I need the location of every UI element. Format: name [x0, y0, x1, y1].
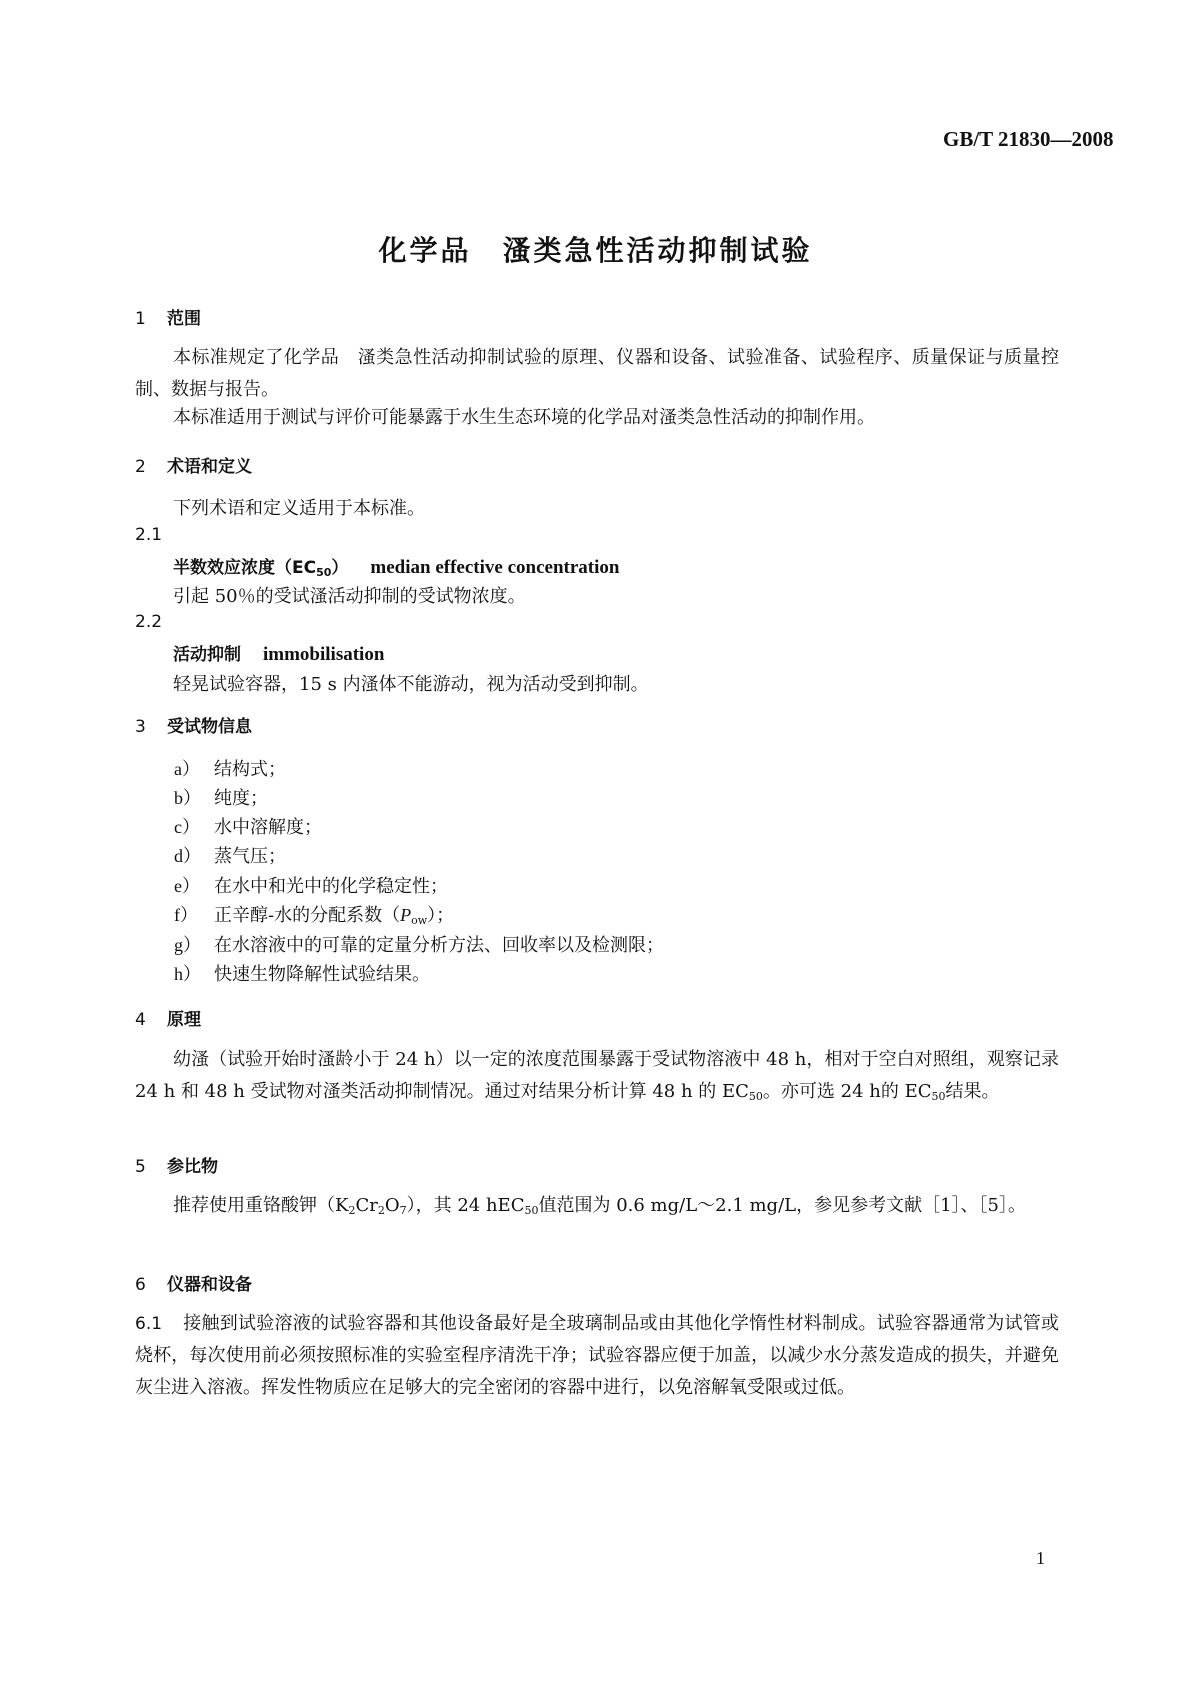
- list-item: d） 蒸气压；: [174, 846, 286, 867]
- section-number: 6: [135, 1275, 146, 1295]
- section-1-paragraph-2: 本标准适用于测试与评价可能暴露于水生生态环境的化学品对溞类急性活动的抑制作用。: [173, 407, 875, 428]
- section-number: 2: [135, 457, 146, 477]
- section-5-heading: [135, 1152, 218, 1177]
- list-item: c） 水中溶解度；: [174, 817, 322, 838]
- section-4-heading: [135, 1005, 201, 1030]
- section-title: 原理: [167, 1010, 201, 1030]
- clause-number: 6.1: [135, 1314, 163, 1334]
- term-ec50: [173, 553, 619, 579]
- clause-2-1-number: 2.1: [135, 525, 163, 545]
- list-item: e） 在水中和光中的化学稳定性；: [174, 876, 448, 897]
- section-number: 3: [135, 717, 146, 737]
- section-number: 5: [135, 1157, 146, 1177]
- term-chinese: 活动抑制: [173, 645, 241, 665]
- term-immobilisation: [173, 640, 384, 666]
- term-english: immobilisation: [263, 644, 385, 665]
- section-2-intro: 下列术语和定义适用于本标准。: [173, 498, 425, 519]
- section-6-heading: [135, 1270, 252, 1295]
- section-4-paragraph: 幼溞（试验开始时溞龄小于 24 h）以一定的浓度范围暴露于受试物溶液中 48 h，相对于空白对照组，观察记录 24 h 和 48 h 受试物对溞类活动抑制情况。通过对结果分析计算 48 h 的 $EC_{50}$。亦可选 24 h的 $EC_{50}$结果。: [135, 1049, 1059, 1103]
- section-1-heading: [135, 304, 201, 329]
- section-title: 术语和定义: [167, 457, 252, 477]
- section-number: 4: [135, 1010, 146, 1030]
- section-title: 仪器和设备: [167, 1275, 252, 1295]
- list-item: f） 正辛醇-水的分配系数$(P_{ow})$；: [174, 905, 455, 927]
- section-2-heading: [135, 452, 252, 477]
- clause-2-2-number: 2.2: [135, 612, 163, 632]
- term-chinese: 半数效应浓度$(EC_{50})$: [173, 558, 349, 579]
- section-3-heading: [135, 712, 252, 737]
- section-number: 1: [135, 309, 146, 329]
- term-english: median effective concentration: [370, 557, 620, 578]
- list-item: b） 纯度；: [174, 788, 268, 809]
- document-title: 化学品 溞类急性活动抑制试验: [378, 234, 813, 267]
- definition-immobilisation: 轻晃试验容器，15 s 内溞体不能游动，视为活动受到抑制。: [173, 674, 649, 695]
- list-item: a） 结构式；: [174, 759, 286, 780]
- list-item: h） 快速生物降解性试验结果。: [174, 964, 430, 985]
- section-title: 范围: [167, 309, 201, 329]
- section-title: 受试物信息: [167, 717, 252, 737]
- page-number: 1: [1036, 1548, 1045, 1568]
- standard-number: GB/T 21830—2008: [943, 127, 1114, 151]
- section-title: 参比物: [167, 1157, 218, 1177]
- clause-6-1: 6.1 接触到试验溶液的试验容器和其他设备最好是全玻璃制品或由其他化学惰性材料制成。试验容器通常为试管或烧杯，每次使用前必须按照标准的实验室程序清洗干净；试验容器应便于加盖，以减少水分蒸发造成的损失，并避免灰尘进入溶液。挥发性物质应在足够大的完全密闭的容器中进行，以免溶解氧受限或过低。: [135, 1308, 1059, 1404]
- section-1-paragraph-1: 本标准规定了化学品 溞类急性活动抑制试验的原理、仪器和设备、试验准备、试验程序、质量保证与质量控制、数据与报告。: [135, 347, 1059, 400]
- definition-ec50: 引起 50％的受试溞活动抑制的受试物浓度。: [173, 586, 526, 607]
- section-5-paragraph: 推荐使用重铬酸钾$(K_2Cr_2O_7)$，其 24 hEC$_{50}$值范围为 0.6 mg/L～2.1 mg/L，参见参考文献［1］、［5］。: [173, 1195, 1027, 1217]
- list-item: g） 在水溶液中的可靠的定量分析方法、回收率以及检测限；: [174, 935, 664, 956]
